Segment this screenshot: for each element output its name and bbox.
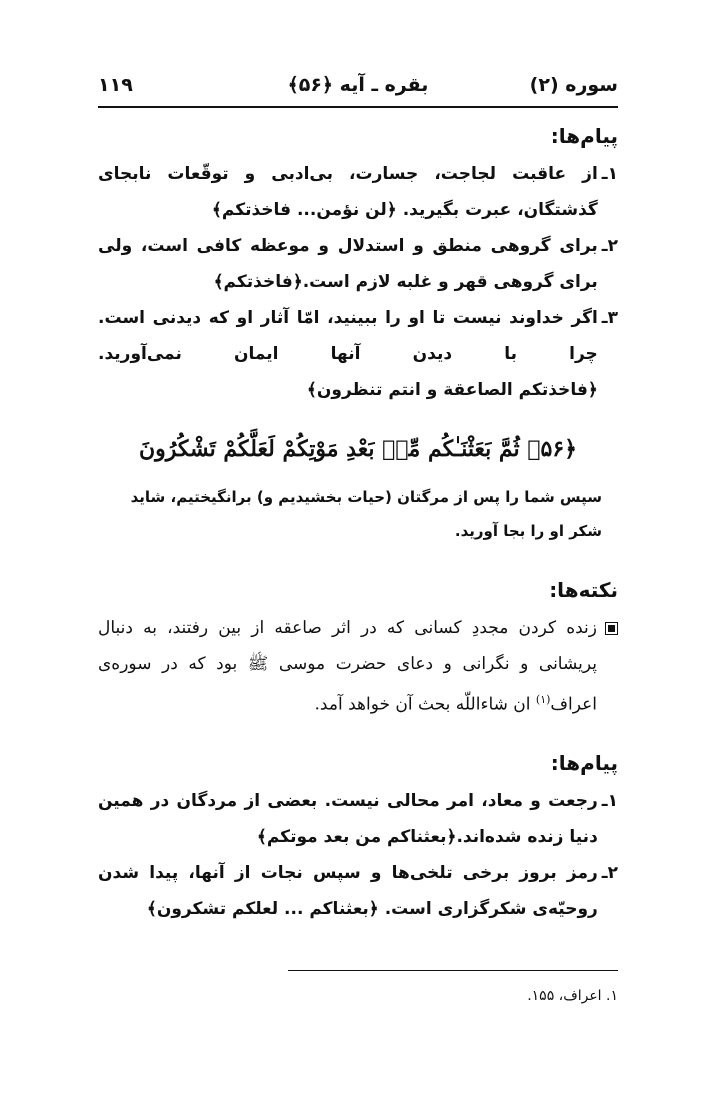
quran-quote: ﴿بعثناکم ... لعلکم تشکرون﴾ (146, 898, 379, 919)
page-body (98, 112, 618, 927)
item-text (98, 156, 598, 228)
footnote: ۱. اعراف، ۱۵۵. (527, 988, 618, 1004)
message-item (98, 855, 618, 927)
item-body: اگر خداوند نیست تا او را ببینید، امّا آثار او که دیدنی است. چرا با دیدن آنها ایمان نمی‌آورید. (98, 308, 598, 364)
spacer (98, 723, 618, 739)
note-body: زنده کردن مجددِ کسانی که در اثر صاعقه از بین رفتند، به دنبال پریشانی و نگرانی و دعای حضرت موسی ﷺ بود که در سوره‌ی اعراف (98, 618, 597, 715)
square-bullet-icon (605, 622, 618, 635)
message-item (98, 228, 618, 300)
footnote-ref: (۱) (535, 693, 551, 706)
message-item (98, 156, 618, 228)
item-body: برای گروهی منطق و استدلال و موعظه کافی است، ولی برای گروهی قهر و غلبه لازم است. (98, 236, 598, 292)
note-text (98, 610, 597, 723)
item-text (98, 300, 598, 408)
item-number: ۱ـ (601, 790, 618, 811)
item-number: ۲ـ (601, 236, 618, 256)
page-header (98, 74, 618, 102)
header-verse-ref: بقره ـ آیه ﴿۵۶﴾ (287, 74, 429, 96)
item-number: ۱ـ (601, 164, 618, 184)
header-surah: سوره (۲) (529, 74, 618, 96)
verse-text: ثُمَّ بَعَثْنَـٰكُم مِّنۢ بَعْدِ مَوْتِكُمْ لَعَلَّكُمْ تَشْكُرُونَ (138, 436, 520, 462)
item-body: رجعت و معاد، امر محالی نیست. بعضی از مردگان در همین دنیا زنده شده‌اند. (98, 790, 598, 847)
section-title-messages-2: پیام‌ها: (550, 750, 618, 775)
quran-quote: ﴿فاخذتکم الصاعقة و انتم تنظرون﴾ (306, 380, 598, 400)
page-number: ۱۱۹ (98, 74, 133, 96)
item-number: ۲ـ (601, 862, 618, 883)
item-text (98, 783, 598, 855)
item-number: ۳ـ (601, 308, 618, 328)
item-body: رمز بروز برخی تلخی‌ها و سپس نجات از آنها، پیدا شدن روحیّه‌ی شکرگزاری است. (98, 862, 598, 919)
header-divider (98, 106, 618, 108)
quran-quote: ﴿بعثناکم من بعد موتکم﴾ (256, 826, 457, 847)
quran-quote: ﴿فاخذتکم﴾ (213, 272, 303, 292)
message-item (98, 300, 618, 408)
note-item (98, 610, 618, 723)
message-item (98, 783, 618, 855)
section-title-messages: پیام‌ها: (550, 124, 618, 148)
item-body: از عاقبت لجاجت، جسارت، بی‌ادبی و توقّعات نابجای گذشتگان، عبرت بگیرید. (98, 164, 598, 220)
verse-number: ﴿۵۶﴾ (527, 436, 578, 462)
section-title-notes: نکته‌ها: (549, 578, 618, 602)
note-body-end: ان شاءاللّه بحث آن خواهد آمد. (314, 694, 536, 715)
verse-translation: سپس شما را پس از مرگتان (حیات بخشیدیم و) برانگیختیم، شاید شکر او را بجا آورید. (130, 488, 602, 540)
footnote-divider (288, 970, 618, 971)
item-text (98, 855, 598, 927)
quran-verse (98, 432, 618, 466)
quran-quote: ﴿لن نؤمن... فاخذتکم﴾ (211, 200, 397, 220)
item-text (98, 228, 598, 300)
